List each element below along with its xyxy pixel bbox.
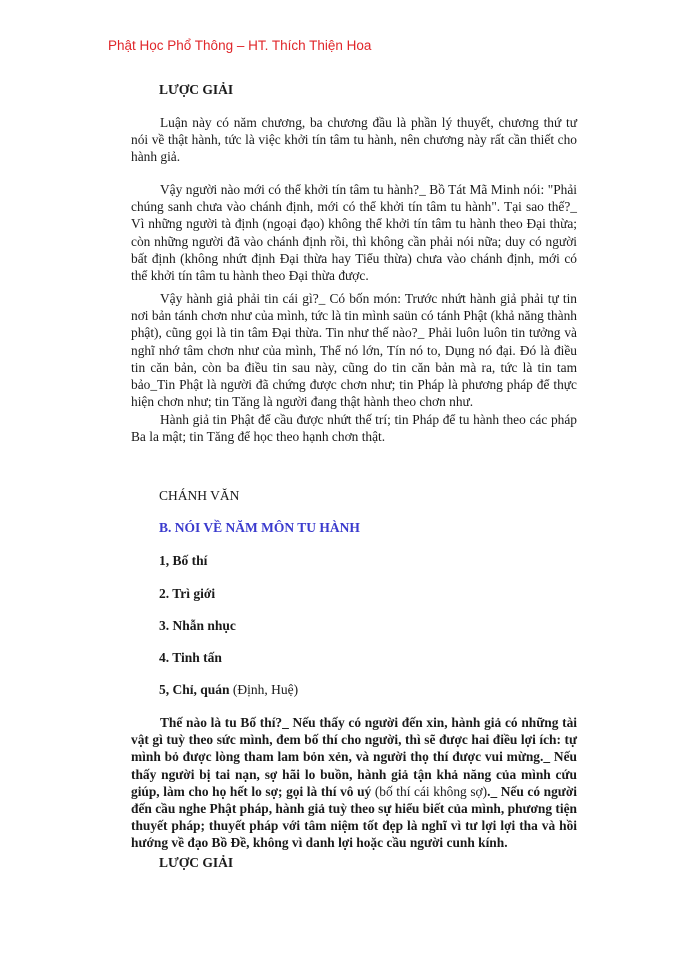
section-heading-luoc-giai: LƯỢC GIẢI [159,82,234,97]
paragraph-what-to-believe: Vậy hành giả phải tin cái gì?_ Có bốn món: Trước nhứt hành giả phải tự tin nơi bản tánh chơn như của mình, tức là tin mình saün có tánh Phật (khả năng thành phật), cũng gọi là tin tâm Đại thừa. Tin như thế nào?_ Phải luôn luôn tin tưởng và nghĩ nhớ tâm chơn như của mình, Thể nó lớn, Tín nó to, Dụng nó đại. Đó là điều tin căn bản, còn ba điều tin sau này, cũng do tin căn bản mà ra, tức là tin tam bảo_Tin Phật là người đã chứng được chơn như; tin Pháp là phương pháp để thực hiện chơn như; tin Tăng là người đang thật hành theo chơn như. [131,291,577,410]
section-heading-luoc-giai-2: LƯỢC GIẢI [159,855,234,870]
list-item-label: 4. Tinh tấn [159,650,222,665]
list-item-suffix: (Định, Huệ) [229,682,299,697]
list-item-nhan-nhuc [159,618,236,634]
body-part-1: Thế nào là tu Bố thí?_ Nếu thấy có người đến xin, hành giả có những tài vật gì tuỳ theo sức mình, đem bố thí cho người, thì sẽ được hai điều lợi ích: tự mình bỏ được lòng tham lam bỏn xẻn, và người thọ thí được vui mừng._ Nếu thấy người bị tai nạn, sợ hãi lo buồn, hành giả tận khả năng của mình cứu giúp, làm cho họ hết lo sợ; gọi là thí vô uý [131,715,577,799]
paragraph-bo-thi-body [131,714,577,852]
chanh-van-label: CHÁNH VĂN [159,488,240,503]
list-item-tri-gioi [159,586,215,602]
body-part-3: ._ Nếu có người đến cầu nghe Phật pháp, hành giả tuỳ theo sự hiểu biết của mình, phương tiện thuyết pháp; thuyết pháp với tâm niệm tốt đẹp là nghĩ vì tư lợi lợi tha và hồi hướng về đạo Bồ Đề, không vì danh lợi hoặc cầu người cunh kính. [131,783,577,851]
list-item-label: 2. Trì giới [159,586,216,601]
list-item-chi-quan [159,682,298,698]
list-item-tinh-tan [159,650,222,666]
section-title-nam-mon-tu-hanh: B. NÓI VỀ NĂM MÔN TU HÀNH [159,520,360,535]
running-header: Phật Học Phổ Thông – HT. Thích Thiện Hoa [108,38,372,53]
list-item-label: 5, Chỉ, quán [159,682,230,697]
list-item-label: 1, Bố thí [159,553,208,568]
paragraph-three-jewels: Hành giả tin Phật để cầu được nhứt thế trí; tin Pháp để tu hành theo các pháp Ba la mật; tin Tăng để học theo hạnh chơn thật. [131,412,577,445]
paragraph-who-can-believe: Vậy người nào mới có thể khởi tín tâm tu hành?_ Bồ Tát Mã Minh nói: "Phải chúng sanh chưa vào chánh định, mới có thể khởi tín tâm tu hành". Tại sao thế?_ Vì những người tà định (ngoại đạo) không thể khởi tín tâm tu hành theo Đại thừa; còn những người đã vào chánh định rồi, thì không cần phải nói nữa; duy có người bất định (không nhứt định Đại thừa hay Tiểu thừa) chưa vào chánh định, mới có thể khởi tín tâm tu hành theo Đại thừa được. [131,182,577,284]
list-item-label: 3. Nhẫn nhục [159,618,236,633]
paragraph-intro: Luận này có năm chương, ba chương đầu là phần lý thuyết, chương thứ tư nói về thật hành, tức là việc khởi tín tâm tu hành, nên chương này rất cần thiết cho hành giả. [131,115,577,165]
body-part-2: (bố thí cái không sợ) [371,783,488,799]
list-item-bo-thi [159,553,207,569]
